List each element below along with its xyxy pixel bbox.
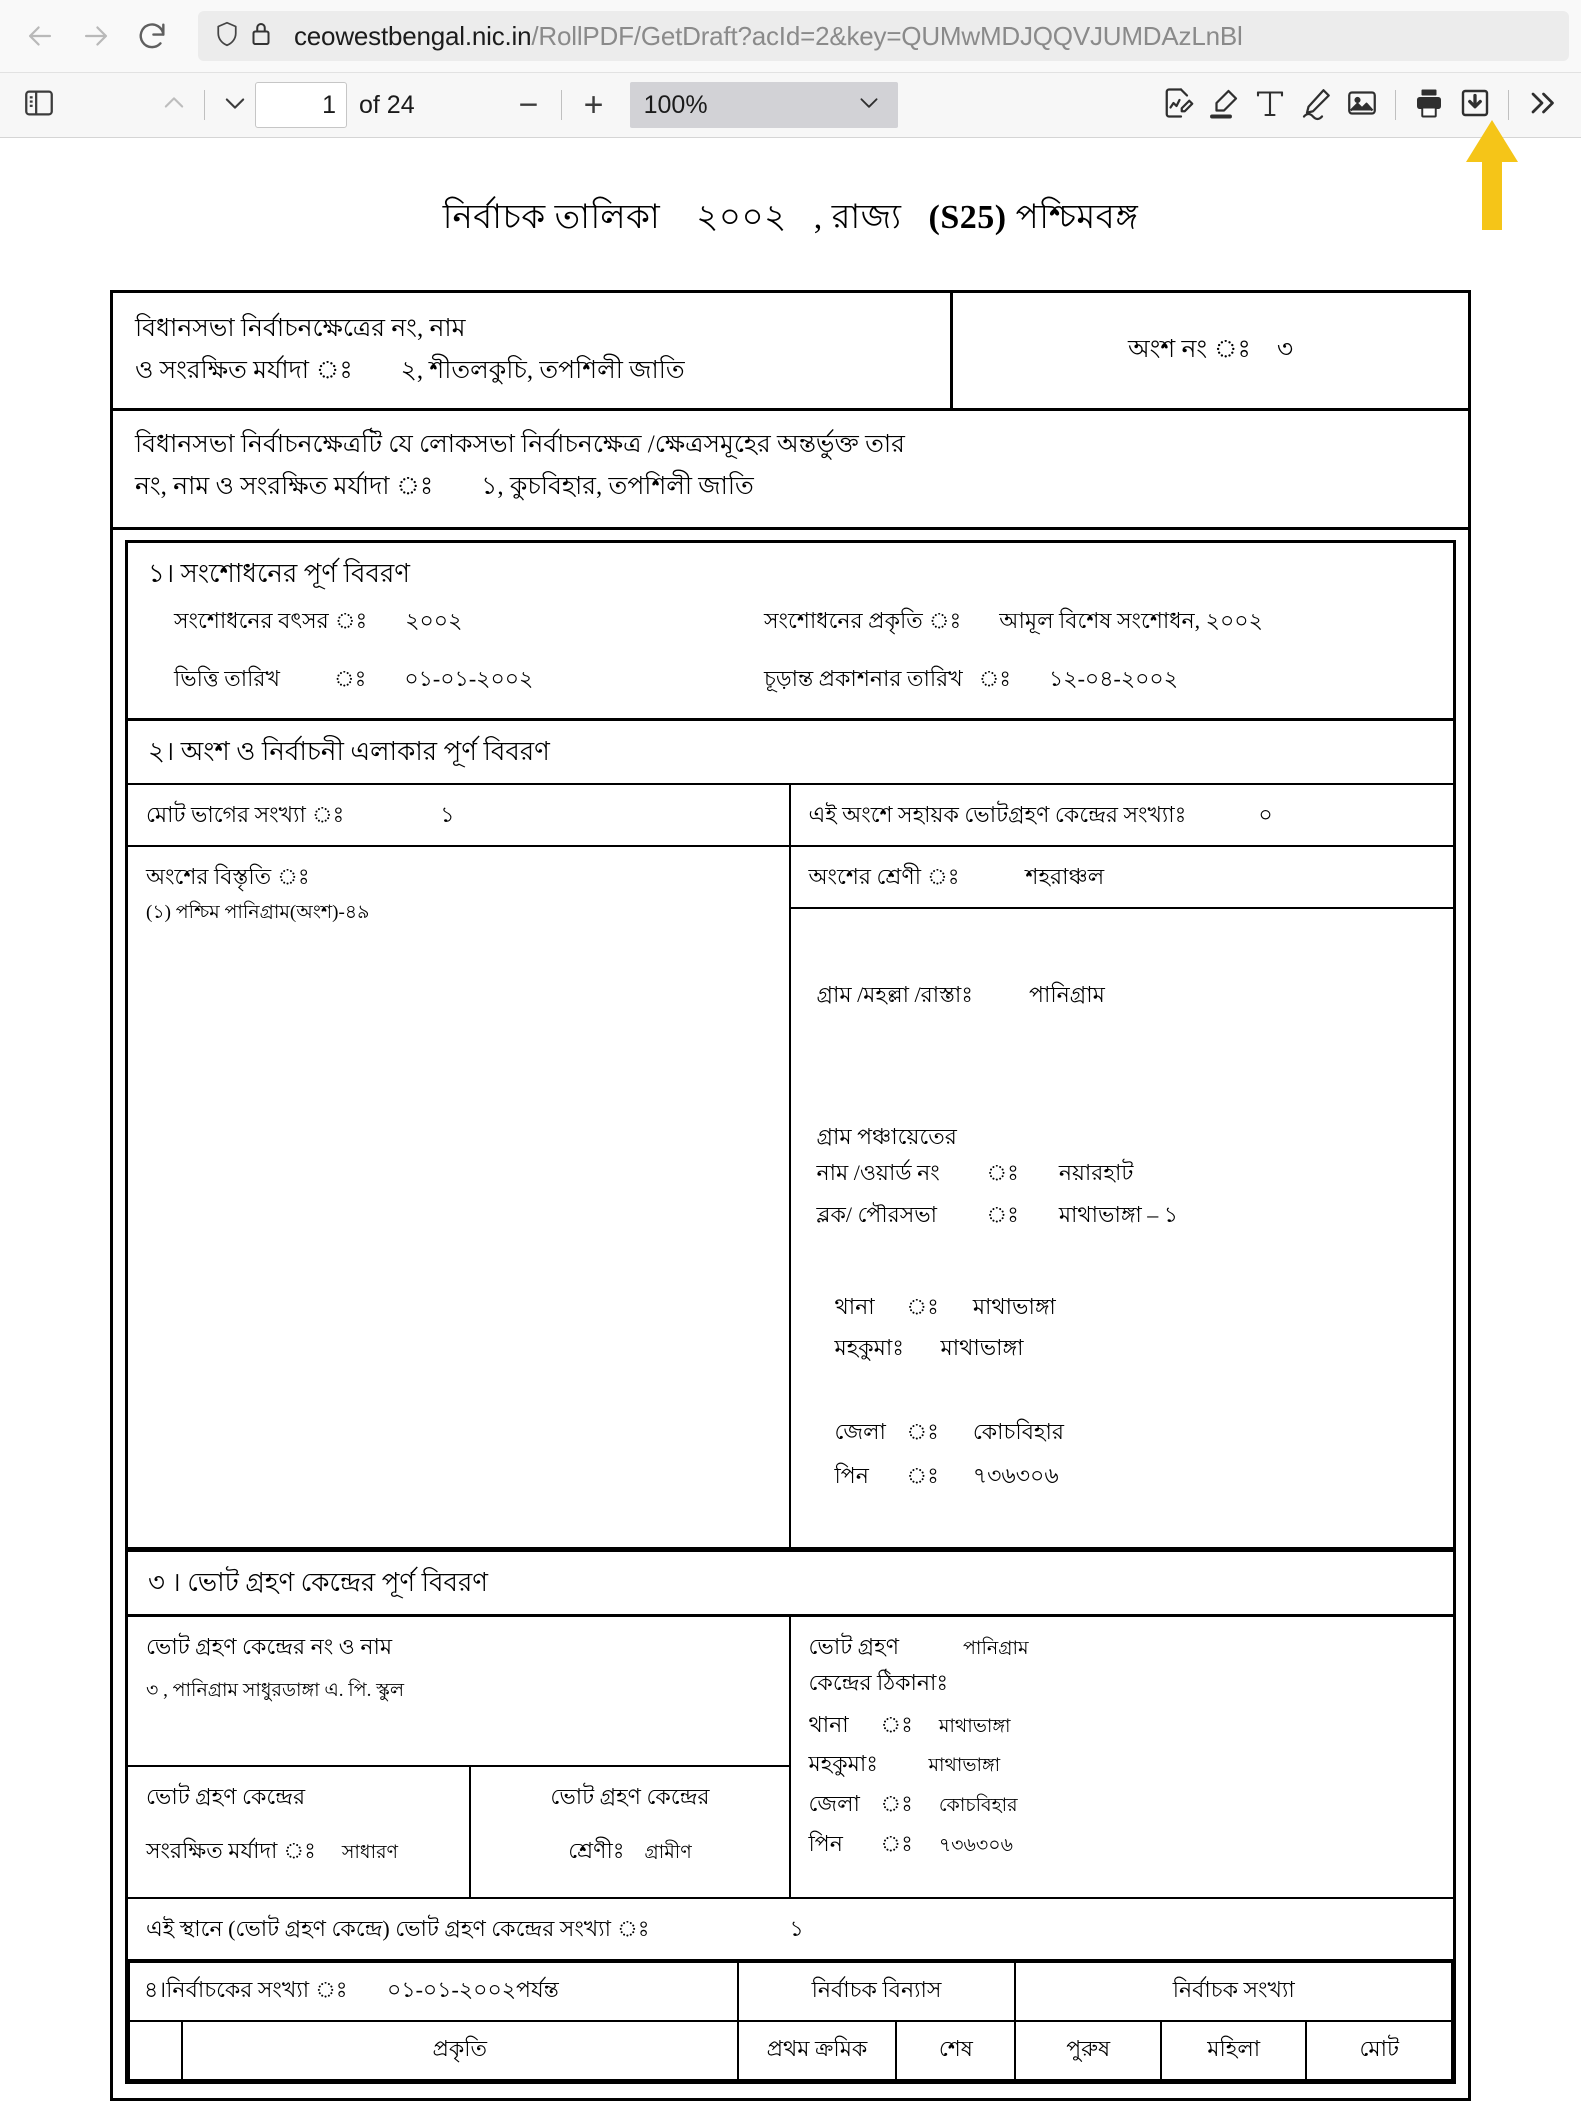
pdf-page-viewport[interactable] <box>0 139 1581 2061</box>
block-separator: ঃ <box>986 1201 1019 1227</box>
pin-separator: ঃ <box>906 1463 939 1489</box>
back-button[interactable] <box>12 8 68 64</box>
pin-label: পিন <box>834 1463 869 1489</box>
village-value: পানিগ্রাম <box>1029 981 1105 1007</box>
amendment-year-label: সংশোধনের বৎসর ঃ <box>174 607 368 633</box>
add-text-button[interactable] <box>1247 82 1293 128</box>
title-state-code: (S25) <box>928 199 1007 236</box>
subdivision-label: মহকুমাঃ <box>834 1335 904 1361</box>
chevron-down-icon <box>856 90 882 121</box>
title-prefix: নির্বাচক তালিকা <box>442 199 661 236</box>
extent-cell <box>128 847 791 1547</box>
previous-page-button[interactable] <box>154 83 194 127</box>
district-separator: ঃ <box>906 1419 939 1445</box>
block-value: মাথাভাঙ্গা – ১ <box>1058 1201 1179 1227</box>
booth-class-label-2: শ্রেণীঃ <box>568 1837 625 1863</box>
forward-button[interactable] <box>68 8 124 64</box>
toolbar-divider <box>561 90 562 120</box>
highlighter-icon <box>1206 85 1242 126</box>
qualifying-date-separator: ঃ <box>334 665 367 691</box>
table-row <box>129 1962 1452 2021</box>
booth-ps-separator: ঃ <box>880 1711 913 1737</box>
pc-value: ১, কুচবিহার, তপশিলী জাতি <box>481 472 754 500</box>
col-male-header: পুরুষ <box>1015 2021 1161 2080</box>
booth-address-label-1: ভোট গ্রহণ <box>808 1633 900 1659</box>
booth-class-value: গ্রামীণ <box>644 1841 692 1863</box>
booth-address-place: পানিগ্রাম <box>963 1637 1029 1659</box>
police-station-label: থানা <box>834 1293 875 1319</box>
police-station-field <box>835 1291 1436 1323</box>
ac-value: ২, শীতলকুচি, তপশিলী জাতি <box>400 357 685 385</box>
police-station-value: মাথাভাঙ্গা <box>972 1293 1056 1319</box>
pc-cell <box>113 411 1468 528</box>
section-2-counts-row <box>128 785 1453 847</box>
pc-value-row <box>135 469 1446 505</box>
draw-annotate-icon <box>1160 85 1196 126</box>
booth-address-cell <box>791 1617 1454 1897</box>
reload-icon <box>135 19 169 53</box>
publication-date-field <box>764 663 1453 695</box>
locality-cell <box>791 847 1454 1547</box>
total-divisions-field <box>146 799 771 831</box>
amendment-type-value: আমূল বিশেষ সংশোধন, ২০০২ <box>999 607 1263 633</box>
section-1 <box>128 543 1453 721</box>
panchayat-separator: ঃ <box>986 1159 1019 1185</box>
highlighter-button[interactable] <box>1201 82 1247 128</box>
booth-reserve-cell <box>128 1767 471 1897</box>
zoom-out-button[interactable]: − <box>518 86 539 124</box>
forward-arrow-icon <box>79 19 113 53</box>
text-icon <box>1252 85 1288 126</box>
add-image-button[interactable] <box>1339 82 1385 128</box>
aux-booths-label: এই অংশে সহায়ক ভোটগ্রহণ কেন্দ্রের সংখ্যাঃ <box>808 802 1187 828</box>
booth-class-label-1: ভোট গ্রহণ কেন্দ্রের <box>550 1783 710 1809</box>
booths-at-place-field <box>146 1913 1435 1945</box>
browser-url-bar-row <box>0 0 1581 72</box>
panchayat-field <box>817 1157 1436 1189</box>
booth-reserve-field <box>146 1835 451 1867</box>
assembly-constituency-row <box>113 293 1468 411</box>
col-type-header: প্রকৃতি <box>182 2021 738 2080</box>
district-label: জেলা <box>834 1419 886 1445</box>
booth-address-header <box>809 1631 1436 1663</box>
booth-district-field <box>809 1788 1436 1820</box>
booth-left-col <box>128 1617 791 1897</box>
booth-reserve-label-2: সংরক্ষিত মর্যাদা ঃ <box>146 1837 316 1863</box>
subdivision-value: মাথাভাঙ্গা <box>940 1335 1024 1361</box>
booth-pin-separator: ঃ <box>880 1831 913 1857</box>
toolbar-divider <box>204 90 205 120</box>
booth-reserve-label-1: ভোট গ্রহণ কেন্দ্রের <box>146 1783 306 1809</box>
title-state-label: , রাজ্য <box>813 199 902 236</box>
section-4-heading-cell <box>129 1962 738 2021</box>
amendment-year-value: ২০০২ <box>405 607 463 633</box>
document-frame <box>110 290 1471 2101</box>
group-arrangement-header: নির্বাচক বিন্যাস <box>738 1962 1016 2021</box>
qualifying-date-value: ০১-০১-২০০২ <box>404 665 534 691</box>
sidebar-toggle-icon <box>22 86 56 125</box>
part-no-label: অংশ নং ঃ <box>1128 336 1251 364</box>
section-4-heading: ৪।নির্বাচকের সংখ্যা ঃ <box>144 1976 348 2002</box>
qualifying-date-field <box>174 663 764 695</box>
zoom-level-select[interactable] <box>630 82 898 128</box>
image-icon <box>1344 85 1380 126</box>
col-female-header: মহিলা <box>1161 2021 1307 2080</box>
pin-value: ৭৩৬৩০৬ <box>972 1463 1059 1489</box>
section-3-body <box>128 1617 1453 1899</box>
booths-at-place-row <box>128 1899 1453 1961</box>
zoom-in-button[interactable]: + <box>583 86 604 124</box>
chevron-down-icon <box>221 89 249 122</box>
col-blank-header <box>129 2021 182 2080</box>
booth-ps-label: থানা <box>808 1711 849 1737</box>
publication-date-separator: ঃ <box>978 665 1012 691</box>
total-divisions-label: মোট ভাগের সংখ্যা ঃ <box>146 802 345 828</box>
more-tools-button[interactable] <box>1519 82 1565 128</box>
next-page-button[interactable] <box>215 83 255 127</box>
section-2-heading-row <box>128 721 1453 785</box>
village-label: গ্রাম /মহল্লা /রাস্তাঃ <box>816 981 974 1007</box>
booth-ps-field <box>809 1709 1436 1741</box>
aux-booths-field <box>809 799 1436 831</box>
booth-district-value: কোচবিহার <box>938 1795 1018 1817</box>
col-last-header: শেষ <box>896 2021 1015 2080</box>
section-2-heading: ২। অংশ ও নির্বাচনী এলাকার পূর্ণ বিবরণ <box>148 737 550 767</box>
ac-value-row <box>135 353 928 389</box>
group-count-header: নির্বাচক সংখ্যা <box>1015 1962 1452 2021</box>
booth-district-separator: ঃ <box>880 1791 913 1817</box>
booth-address-label-2: কেন্দ্রের ঠিকানাঃ <box>808 1669 949 1695</box>
amendment-year-field <box>174 605 764 637</box>
ac-cell <box>113 293 953 408</box>
draw-annotate-button[interactable] <box>1155 82 1201 128</box>
panchayat-label-line2: নাম /ওয়ার্ড নং <box>816 1159 940 1185</box>
table-row <box>129 2021 1452 2080</box>
parliamentary-constituency-row <box>113 411 1468 531</box>
save-download-icon <box>1457 85 1493 126</box>
pc-label-line2: নং, নাম ও সংরক্ষিত মর্যাদা ঃ <box>135 472 434 500</box>
booth-reserve-value: সাধারণ <box>341 1841 399 1863</box>
section-4-heading-date: ০১-০১-২০০২পর্যন্ত <box>387 1976 559 2002</box>
sidebar-toggle-button[interactable] <box>16 82 62 128</box>
part-no-value: ৩ <box>1276 336 1294 364</box>
booth-subdiv-field <box>809 1748 1436 1780</box>
booth-attributes-row <box>128 1767 789 1897</box>
page-count-label: of 24 <box>359 90 415 119</box>
booth-class-cell <box>471 1767 788 1897</box>
total-divisions-cell <box>128 785 791 845</box>
col-total-header: মোট <box>1306 2021 1452 2080</box>
ac-label-line1: বিধানসভা নির্বাচনক্ষেত্রের নং, নাম <box>135 315 466 342</box>
electors-table <box>128 1961 1453 2081</box>
title-state-name: পশ্চিমবঙ্গ <box>1015 199 1139 236</box>
block-label: ব্লক/ পৌরসভা <box>816 1201 938 1227</box>
chevron-up-icon <box>160 89 188 122</box>
page-number-input[interactable] <box>255 82 347 128</box>
url-path: /RollPDF/GetDraft?acId=2&key=QUMwMDJQQVJUMDAzLnBl <box>531 20 1243 51</box>
booth-ps-value: মাথাভাঙ্গা <box>938 1715 1011 1737</box>
booth-pin-value: ৭৩৬৩০৬ <box>938 1835 1013 1857</box>
booth-subdiv-value: মাথাভাঙ্গা <box>928 1755 1001 1777</box>
toolbar-divider <box>1508 90 1509 120</box>
part-class-label: অংশের শ্রেণী ঃ <box>808 864 960 890</box>
total-divisions-value: ১ <box>440 802 455 828</box>
amendment-type-field <box>764 605 1453 637</box>
url-host: ceowestbengal.nic.in <box>294 20 532 51</box>
panchayat-label-line1: গ্রাম পঞ্চায়েতের <box>816 1123 957 1149</box>
booth-pin-label: পিন <box>808 1831 843 1857</box>
booth-label: ভোট গ্রহণ কেন্দ্রের নং ও নাম <box>146 1633 393 1659</box>
pin-field <box>835 1460 1436 1492</box>
block-field <box>817 1199 1436 1231</box>
booths-at-place-value: ১ <box>789 1915 804 1941</box>
sections-frame <box>125 540 1456 2084</box>
qualifying-date-label: ভিত্তি তারিখ <box>174 665 280 691</box>
booth-district-label: জেলা <box>808 1791 860 1817</box>
district-value: কোচবিহার <box>972 1419 1064 1445</box>
save-download-button[interactable] <box>1452 82 1498 128</box>
pen-signature-button[interactable] <box>1293 82 1339 128</box>
booth-class-field <box>489 1835 770 1867</box>
lock-icon <box>248 19 274 54</box>
booth-pin-field <box>809 1828 1436 1860</box>
shield-icon <box>212 19 242 54</box>
reload-button[interactable] <box>124 8 180 64</box>
extent-label: অংশের বিস্তৃতি ঃ <box>146 864 310 890</box>
extent-value: (১) পশ্চিম পানিগ্রাম(অংশ)-৪৯ <box>146 901 370 923</box>
section-3-heading: ৩ । ভোট গ্রহণ কেন্দ্রের পূর্ণ বিবরণ <box>148 1568 488 1598</box>
publication-date-label: চূড়ান্ত প্রকাশনার তারিখ <box>764 665 963 691</box>
publication-date-value: ১২-০৪-২০০২ <box>1049 665 1179 691</box>
col-first-serial-header: প্রথম ক্রমিক <box>738 2021 897 2080</box>
zoom-level-value: 100% <box>643 90 708 119</box>
print-icon <box>1411 85 1447 126</box>
page-title <box>0 191 1581 248</box>
part-number-cell <box>953 293 1468 408</box>
pc-label-line1: বিধানসভা নির্বাচনক্ষেত্রটি যে লোকসভা নির্বাচনক্ষেত্র /ক্ষেত্রসমূহের অন্তর্ভুক্ত তার <box>135 430 905 458</box>
amendment-type-label: সংশোধনের প্রকৃতি ঃ <box>764 607 962 633</box>
booth-subdiv-label: মহকুমাঃ <box>808 1751 878 1777</box>
police-station-separator: ঃ <box>906 1293 939 1319</box>
booth-value: ৩ , পানিগ্রাম সাধুরডাঙ্গা এ. পি. স্কুল <box>146 1679 404 1701</box>
aux-booths-value: ০ <box>1258 802 1273 828</box>
title-year: ২০০২ <box>696 199 787 236</box>
subdivision-field <box>835 1332 1436 1364</box>
section-2-detail-row <box>128 847 1453 1549</box>
booth-name-cell <box>128 1617 789 1767</box>
part-class-value: শহরাঞ্চল <box>1025 864 1105 890</box>
section-3-heading-row <box>128 1549 1453 1617</box>
panchayat-value: নয়ারহাট <box>1058 1159 1134 1185</box>
aux-booths-cell <box>791 785 1454 845</box>
print-button[interactable] <box>1406 82 1452 128</box>
toolbar-divider <box>1395 90 1396 120</box>
back-arrow-icon <box>23 19 57 53</box>
village-field <box>817 979 1436 1011</box>
booths-at-place-label: এই স্থানে (ভোট গ্রহণ কেন্দ্রে) ভোট গ্রহণ কেন্দ্রের সংখ্যা ঃ <box>146 1915 650 1941</box>
part-class-field <box>791 847 1454 909</box>
more-chevrons-icon <box>1524 85 1560 126</box>
ac-label-line2: ও সংরক্ষিত মর্যাদা ঃ <box>135 357 353 385</box>
pen-signature-icon <box>1298 85 1334 126</box>
pdf-page-1 <box>0 191 1581 2101</box>
pdf-viewer-toolbar <box>0 72 1581 138</box>
address-bar[interactable] <box>198 11 1569 61</box>
district-field <box>835 1416 1436 1448</box>
url-text <box>294 21 1243 52</box>
section-1-heading: ১। সংশোধনের পূর্ণ বিবরণ <box>148 559 411 588</box>
